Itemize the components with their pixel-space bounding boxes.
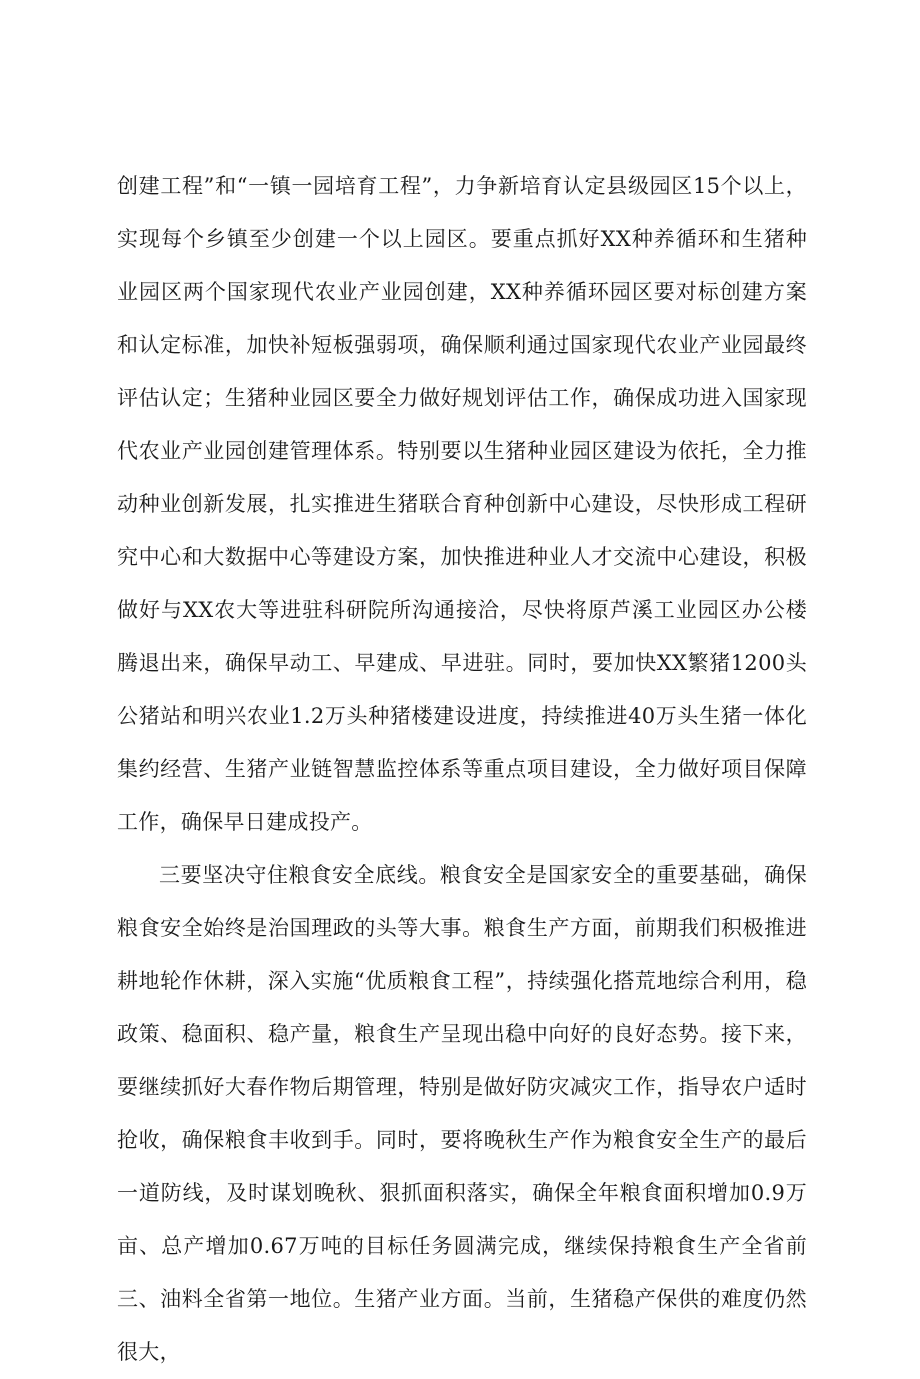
paragraph-continued: 创建工程”和“一镇一园培育工程”，力争新培育认定县级园区15个以上，实现每个乡镇至少创建一个以上园区。要重点抓好XX种养循环和生猪种业园区两个国家现代农业产业园创建，XX种养循环园区要对标创建方案和认定标准，加快补短板强弱项，确保顺利通过国家现代农业产业园最终评估认定；生猪种业园区要全力做好规划评估工作，确保成功进入国家现代农业产业园创建管理体系。特别要以生猪种业园区建设为依托，全力推动种业创新发展，扎实推进生猪联合育种创新中心建设，尽快形成工程研究中心和大数据中心等建设方案，加快推进种业人才交流中心建设，积极做好与XX农大等进驻科研院所沟通接洽，尽快将原芦溪工业园区办公楼腾退出来，确保早动工、早建成、早进驻。同时，要加快XX繁猪1200头公猪站和明兴农业1.2万头种猪楼建设进度，持续推进40万头生猪一体化集约经营、生猪产业链智慧监控体系等重点项目建设，全力做好项目保障工作，确保早日建成投产。 <box>117 174 807 834</box>
document-body <box>117 160 807 1379</box>
paragraph-food-security: 三要坚决守住粮食安全底线。粮食安全是国家安全的重要基础，确保粮食安全始终是治国理政的头等大事。粮食生产方面，前期我们积极推进耕地轮作休耕，深入实施“优质粮食工程”，持续强化搭荒地综合利用，稳政策、稳面积、稳产量，粮食生产呈现出稳中向好的良好态势。接下来，要继续抓好大春作物后期管理，特别是做好防灾减灾工作，指导农户适时抢收，确保粮食丰收到手。同时，要将晚秋生产作为粮食安全生产的最后一道防线，及时谋划晚秋、狠抓面积落实，确保全年粮食面积增加0.9万亩、总产增加0.67万吨的目标任务圆满完成，继续保持粮食生产全省前三、油料全省第一地位。生猪产业方面。当前，生猪稳产保供的难度仍然很大， <box>117 863 807 1364</box>
